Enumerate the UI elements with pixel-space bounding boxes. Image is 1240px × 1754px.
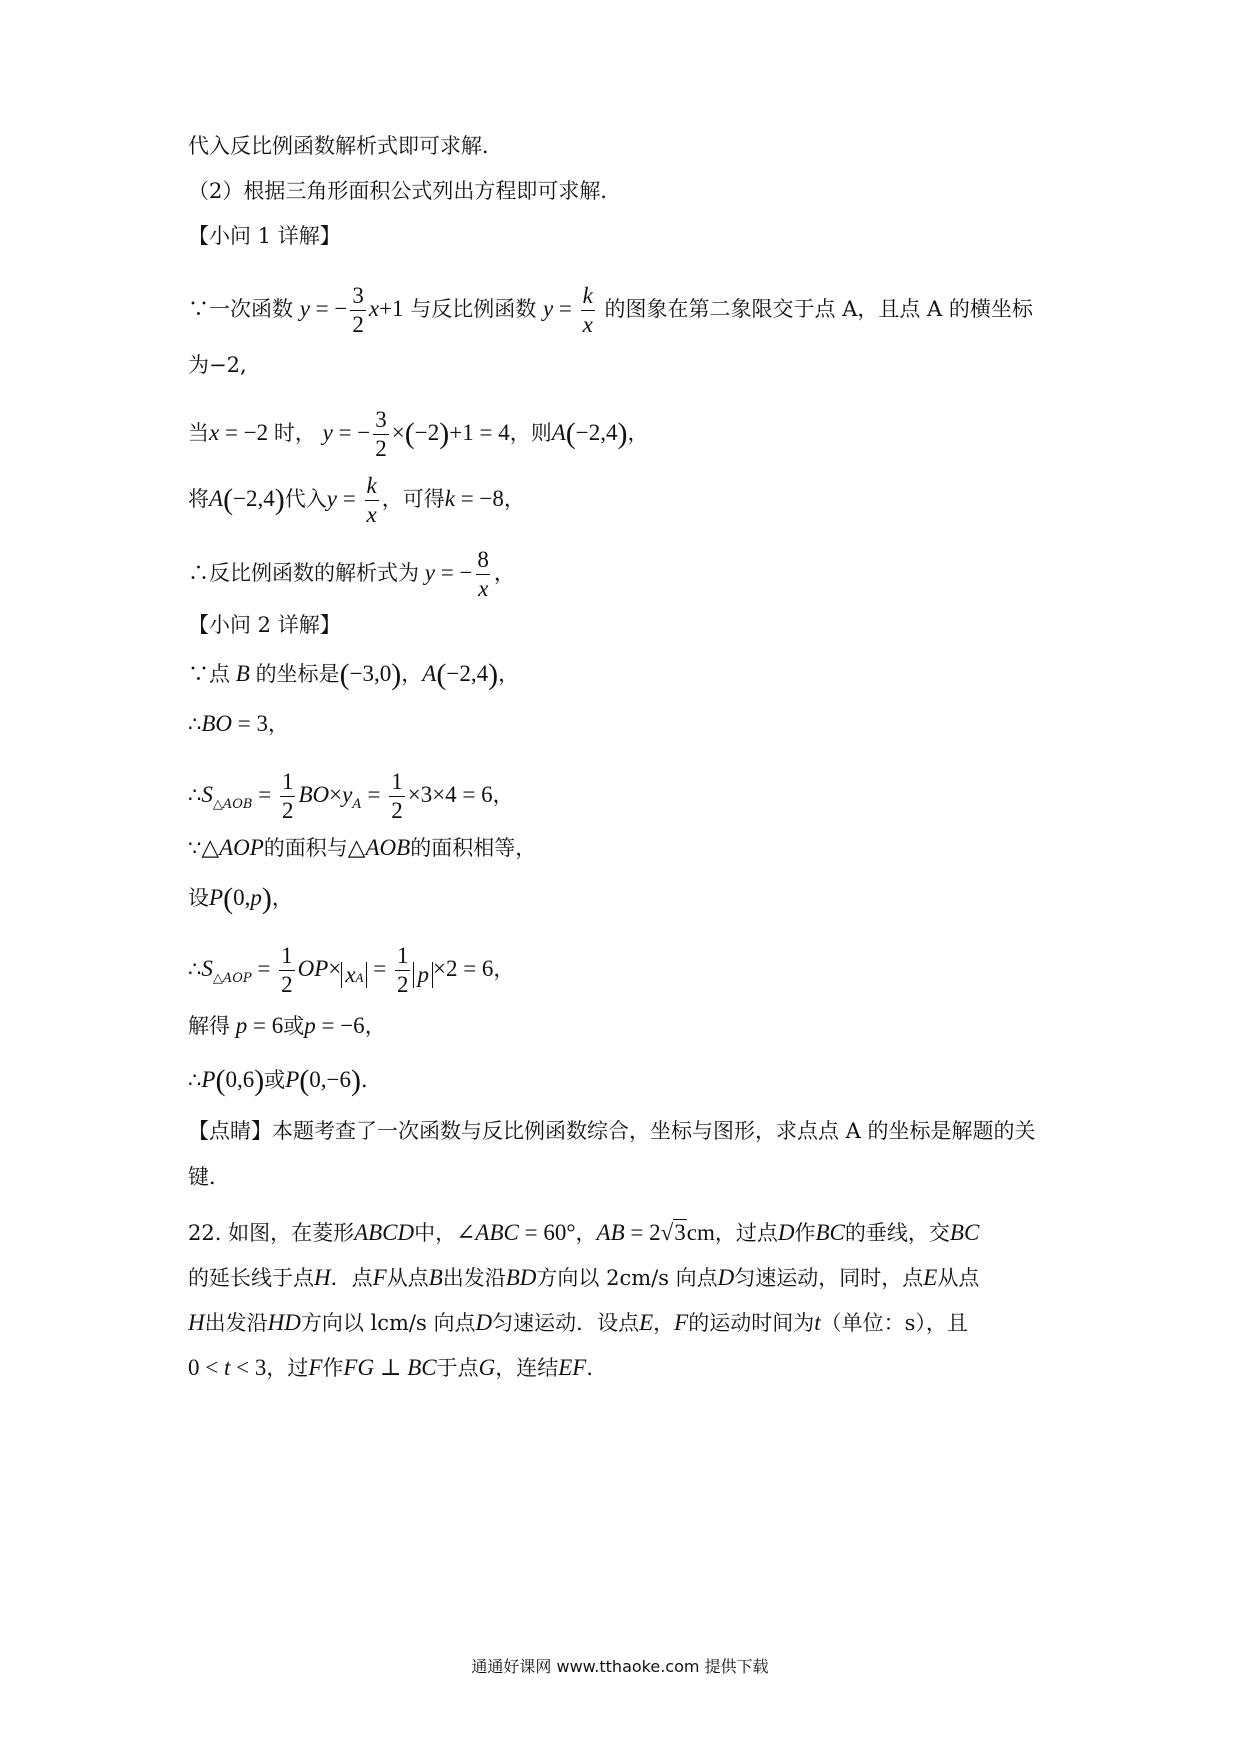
- problem-22-line-4: 0 < t < 3，过F作FG ⊥ BC于点G，连结EF．: [188, 1355, 608, 1380]
- page-footer: 通通好课网 www.tthaoke.com 提供下载: [471, 1657, 769, 1676]
- problem-22-line-1: 22. 如图，在菱形ABCD中，∠ABC = 60°，AB = 2√3cm，过点D作BC的垂线，交BC: [188, 1220, 980, 1245]
- text-line-17: ∴P(0,6)或P(0,−6)．: [188, 1064, 382, 1097]
- text-line-2: （2）根据三角形面积公式列出方程即可求解．: [188, 179, 622, 203]
- text-line-6: 当x = −2 时， y = − $\frac{3}{2}$ ×(−2)+1 = 4，则A(−2,4)，: [188, 407, 649, 462]
- fraction-1-2: $\frac{1}{2}$: [281, 943, 293, 998]
- text-line-12: $\therefore S_{\triangle AOB}$ = $\frac{1}{2}$ $BO\times y_A$ = $\frac{1}{2}$ ×3×4 = 6，: [188, 769, 514, 824]
- fraction-3-2: $\frac{3}{2}$: [352, 283, 364, 338]
- fraction-3-2: $\frac{3}{2}$: [375, 407, 387, 462]
- text-line-15: $\therefore S_{\triangle AOP}$ = $\frac{1}{2}$ OP× xA = $\frac{1}{2}$ p ×2 = 6，: [188, 943, 515, 998]
- fraction-1-2: $\frac{1}{2}$: [391, 769, 403, 824]
- fraction-k-x: $\frac{k}{x}$: [366, 473, 377, 528]
- text-line-11: ∴BO = 3，: [188, 711, 290, 736]
- fraction-k-x: $\frac{k}{x}$: [582, 283, 593, 338]
- text-line-10: ∵点 B 的坐标是(−3,0)，A(−2,4)，: [188, 658, 520, 691]
- section-heading-part2: 【小问 2 详解】: [188, 613, 341, 637]
- text-line-16: 解得 p = 6或p = −6，: [188, 1013, 386, 1038]
- text-line-19: 键．: [188, 1165, 230, 1189]
- text-line-1: 代入反比例函数解析式即可求解．: [188, 134, 503, 158]
- text-line-8: ∴反比例函数的解析式为 y = − $\frac{8}{x}$ ，: [188, 547, 515, 602]
- text-line-7: 将A(−2,4)代入y = $\frac{k}{x}$ ，可得k = −8，: [188, 473, 525, 528]
- section-heading-part1: 【小问 1 详解】: [188, 224, 341, 248]
- text-line-4: ∵一次函数 y = − $\frac{3}{2}$ x+1 与反比例函数 y = $\frac{k}{x}$ 的图象在第二象限交于点 A，且点 A 的横坐标: [188, 283, 1033, 338]
- fraction-1-2: $\frac{1}{2}$: [281, 769, 294, 824]
- text-line-13: ∵△AOP的面积与△AOB的面积相等，: [188, 835, 537, 860]
- fraction-1-2: $\frac{1}{2}$: [396, 943, 409, 998]
- problem-22-line-2: 的延长线于点H．点F从点B出发沿BD方向以 2cm/s 向点D匀速运动，同时，点E从点: [188, 1265, 980, 1290]
- text-line-14: 设P(0,p)，: [188, 882, 293, 915]
- text-line-18: 【点睛】本题考查了一次函数与反比例函数综合，坐标与图形，求点点 A 的坐标是解题的关: [188, 1119, 1036, 1143]
- fraction-8-x: $\frac{8}{x}$: [477, 547, 489, 602]
- text-line-5: 为−2,: [188, 353, 247, 377]
- problem-22-line-3: H出发沿HD方向以 lcm/s 向点D匀速运动．设点E，F的运动时间为t（单位：s），且: [188, 1310, 968, 1335]
